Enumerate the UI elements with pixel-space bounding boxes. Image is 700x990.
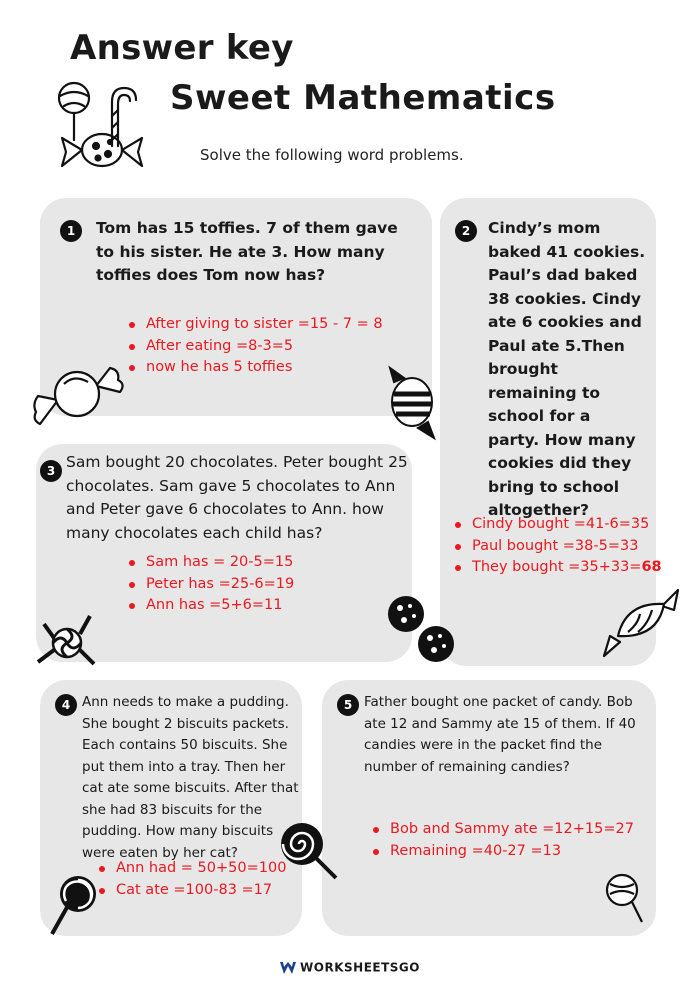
answer-item: Sam has = 20-5=15 [126,552,294,574]
problem-number-2: 2 [455,220,477,242]
problem-4-question: Ann needs to make a pudding. She bought 2 biscuits packets. Each contains 50 biscuits. She put them into a tray. Then her cat ate some biscuits. After that she had 83 biscuits for the pudding. How many biscuits were eaten by her cat? [82,694,299,861]
problem-number-3: 3 [40,460,62,482]
lollipop-icon [46,872,102,938]
problem-5-answers [370,819,634,862]
answer-item: After eating =8-3=5 [126,336,383,358]
candy-header-icon [50,78,160,183]
answer-item: They bought =35+33=68 [452,557,662,579]
answer-item: Remaining =40-27 =13 [370,841,634,863]
wrapped-candy-icon [30,356,124,434]
problem-number-5: 5 [337,694,359,716]
footer-brand: WORKSHEETSGO [0,960,700,975]
problem-2-answers [452,514,662,579]
answer-item: Peter has =25-6=19 [126,574,294,596]
answer-item: Ann had = 50+50=100 [96,858,286,880]
candy-wrapper-icon [600,586,684,662]
problem-1-answers [126,314,383,379]
round-lollipop-icon [602,872,648,924]
problem-4-answers [96,858,286,901]
problem-number-1: 1 [60,220,82,242]
answer-item: Ann has =5+6=11 [126,595,294,617]
problem-3-answers [126,552,294,617]
striped-candy-icon [378,364,444,444]
answer-item: now he has 5 toffies [126,357,383,379]
answer-item: Bob and Sammy ate =12+15=27 [370,819,634,841]
problem-5-question: Father bought one packet of candy. Bob ate 12 and Sammy ate 15 of them. If 40 candies were in the packet find the number of remaining candies? [364,694,636,775]
swirl-candy-icon [34,612,100,674]
lollipop-spiral-icon [278,820,340,882]
page-title: Sweet Mathematics [170,78,556,118]
problem-3-question: Sam bought 20 chocolates. Peter bought 25 chocolates. Sam gave 5 chocolates to Ann and Peter gave 6 chocolates to Ann. how many chocolates each child has? [66,453,408,542]
answer-key-title: Answer key [70,28,294,68]
answer-item: Paul bought =38-5=33 [452,536,662,558]
problem-number-4: 4 [55,694,77,716]
brand-logo-icon [280,962,296,974]
answer-emphasis: 68 [641,559,662,575]
answer-item: Cat ate =100-83 =17 [96,880,286,902]
answer-item: After giving to sister =15 - 7 = 8 [126,314,383,336]
problem-1-question: Tom has 15 toffies. 7 of them gave to his sister. He ate 3. How many toffies does Tom now has? [96,219,398,284]
answer-item: Cindy bought =41-6=35 [452,514,662,536]
instructions: Solve the following word problems. [200,146,464,164]
problem-2-question: Cindy’s mom baked 41 cookies. Paul’s dad baked 38 cookies. Cindy ate 6 cookies and Paul ate 5.Then brought remaining to school for a party. How many cookies did they bring to school altogether? [488,219,646,519]
cookies-icon [386,594,458,668]
